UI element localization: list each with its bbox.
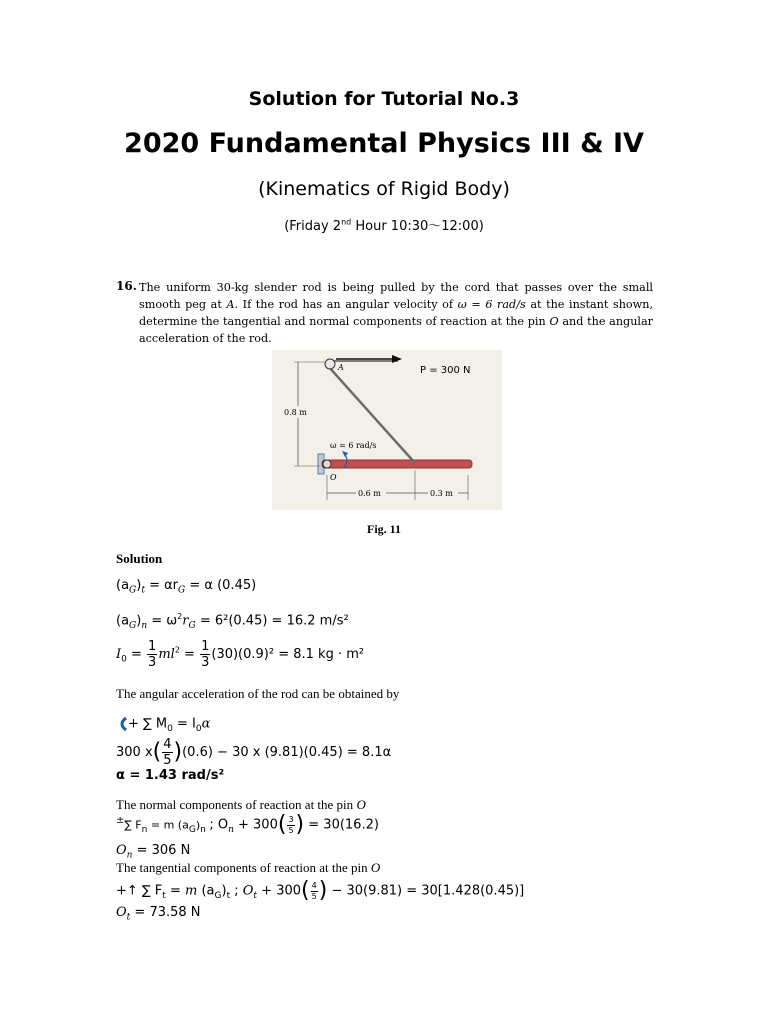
pin-o bbox=[323, 460, 331, 468]
eq-tangential-result: $O_t = 73.58$ N bbox=[116, 905, 201, 923]
rod-diagram bbox=[272, 350, 502, 510]
peg-a bbox=[325, 359, 335, 369]
dim2-label: 0.3 m bbox=[430, 489, 453, 498]
eq-moment-values: 300 x( $\frac{4}{5}$ )(0.6) − 30 x (9.81)(0.45) = 8.1α bbox=[116, 737, 392, 768]
course-title: 2020 Fundamental Physics III & IV bbox=[124, 128, 644, 159]
peg-label: A bbox=[338, 363, 344, 372]
eq-moment-sum: + ∑ $M_0 = I_0\alpha$ bbox=[116, 716, 210, 734]
eq-normal-result: $O_n = 306$ N bbox=[116, 843, 191, 861]
text-tangential-reaction: The tangential components of reaction at the pin O bbox=[116, 860, 381, 875]
text-angular-accel: The angular acceleration of the rod can be obtained by bbox=[116, 686, 400, 701]
ccw-rotation-icon bbox=[116, 716, 128, 732]
problem-number: 16. bbox=[116, 279, 137, 293]
tutorial-title: Solution for Tutorial No.3 bbox=[248, 88, 520, 110]
eq-normal-reaction: ±∑ $F_n = m$ $(a_G)_n$ ; $O_n + 300$( $\frac{3}{5}$ ) = 30(16.2) bbox=[116, 812, 379, 837]
eq-normal-accel: $(a_G)_n = \omega^2r_G = 6^2(0.45) = 16.2$ m/s² bbox=[116, 612, 349, 631]
omega-label: ω = 6 rad/s bbox=[330, 441, 377, 450]
pin-label: O bbox=[330, 473, 337, 482]
eq-angular-accel-result: α = 1.43 rad/s² bbox=[116, 768, 225, 783]
dim1-label: 0.6 m bbox=[358, 489, 381, 498]
eq-tangential-accel: $(a_G)_t = \alpha r_G = \alpha$ (0.45) bbox=[116, 578, 257, 596]
solution-heading: Solution bbox=[116, 551, 163, 566]
force-label: P = 300 N bbox=[420, 365, 471, 376]
schedule-line: (Friday 2nd Hour 10:30〜12:00) bbox=[284, 217, 484, 234]
problem-statement: The uniform 30-kg slender rod is being pulled by the cord that passes over the small smooth peg at A. If the rod has an angular velocity of ω = 6 rad/s at the instant shown, determine the tangential and normal components of reaction at the pin O and the angular acceleration of the rod. bbox=[139, 281, 654, 345]
topic-subtitle: (Kinematics of Rigid Body) bbox=[258, 178, 510, 200]
height-label: 0.8 m bbox=[284, 408, 307, 417]
text-normal-reaction: The normal components of reaction at the pin O bbox=[116, 797, 366, 812]
eq-tangential-reaction: +↑ ∑ $F_t = m$ $(a_G)_t$ ; $O_t + 300$( $\frac{4}{5}$ ) − 30(9.81) = 30[1.428(0.45)] bbox=[116, 878, 525, 903]
eq-moment-of-inertia: $I_0$ = $\frac{1}{3}$ $ml^2$ = $\frac{1}{3}$ (30)(0.9)² = 8.1 kg · m² bbox=[116, 639, 365, 670]
figure-caption: Fig. 11 bbox=[366, 522, 401, 536]
